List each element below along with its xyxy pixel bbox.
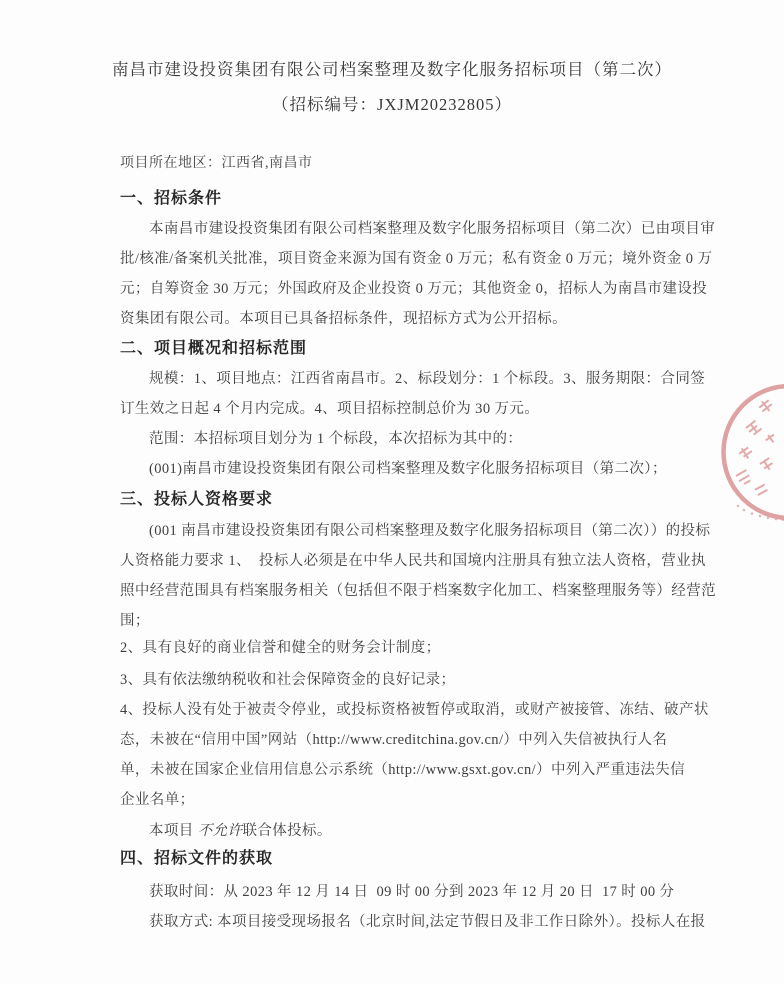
section-heading-1: 一、招标条件 [120,190,223,207]
paragraph-line: 范围：本招标项目划分为 1 个标段，本次招标为其中的： [149,431,523,447]
paragraph-line: 态，未被在“信用中国”网站（http://www.creditchina.gov.cn/）中列入失信被执行人名 [120,732,668,748]
project-location: 项目所在地区：江西省,南昌市 [120,156,313,171]
note-emphasis: 不允许 [197,823,243,839]
section-heading-2: 二、项目概况和招标范围 [120,340,308,357]
paragraph-line: 订生效之日起 4 个月内完成。4、项目招标控制总价为 30 万元。 [120,401,540,417]
note-suffix: 联合体投标。 [242,823,332,839]
paragraph-line: 元；自筹资金 30 万元；外国政府及企业投资 0 万元；其他资金 0，招标人为南昌市建设投 [120,281,708,297]
paragraph-line: 获取时间：从 2023 年 12 月 14 日 09 时 00 分到 2023 年 12 月 20 日 17 时 00 分 [149,884,675,900]
requirement-item-4 [120,695,709,815]
tender-number: （招标编号：JXJM20232805） [272,95,512,114]
lot-paragraph [120,454,676,484]
paragraph-line: (001 南昌市建设投资集团有限公司档案整理及数字化服务招标项目（第二次））的投标 [149,523,711,539]
section-heading-4: 四、招标文件的获取 [120,850,274,867]
scope-paragraph [120,424,676,454]
section-heading-3: 三、投标人资格要求 [120,491,274,508]
paragraph-line: 规模：1、项目地点：江西省南昌市。2、标段划分：1 个标段。3、服务期限：合同签 [149,371,706,387]
paragraph-line: 3、具有依法缴纳税收和社会保障资金的良好记录； [120,672,456,688]
paragraph-line: 2、具有良好的商业信誉和健全的财务会计制度； [120,640,441,656]
paragraph-line: 本南昌市建设投资集团有限公司档案整理及数字化服务招标项目（第二次）已由项目审 [149,221,716,237]
requirement-item-2 [120,633,676,663]
qualification-paragraph [120,516,716,636]
section-1-paragraph [120,214,716,334]
obtain-method-paragraph [120,907,706,937]
paragraph-line: 单，未被在国家企业信用信息公示系统（http://www.gsxt.gov.cn/）中列入严重违法失信 [120,762,686,778]
paragraph-line: 资集团有限公司。本项目已具备招标条件，现招标方式为公开招标。 [120,311,567,327]
paragraph-line: 4、投标人没有处于被责令停业，或投标资格被暂停或取消，或财产被接管、冻结、破产状 [120,702,709,718]
obtain-time-paragraph [120,877,676,907]
note-prefix: 本项目 [149,823,194,839]
paragraph-line: 围； [120,613,150,629]
red-seal-stamp-icon [702,376,784,544]
requirement-item-3 [120,665,676,695]
scale-paragraph [120,364,706,424]
consortium-note [120,816,676,846]
paragraph-line: 企业名单； [120,792,195,808]
paragraph-line: 批/核准/备案机关批准，项目资金来源为国有资金 0 万元；私有资金 0 万元；境外资金 0 万 [120,251,713,267]
paragraph-line [120,816,676,846]
paragraph-line: 照中经营范围具有档案服务相关（包括但不限于档案数字化加工、档案整理服务等）经营范 [120,583,716,599]
document-title: 南昌市建设投资集团有限公司档案整理及数字化服务招标项目（第二次） [112,60,672,79]
paragraph-line: 获取方式: 本项目接受现场报名（北京时间,法定节假日及非工作日除外）。投标人在报 [149,914,706,930]
paragraph-line: 人资格能力要求 1、 投标人必须是在中华人民共和国境内注册具有独立法人资格，营业执 [120,553,706,569]
paragraph-line: (001)南昌市建设投资集团有限公司档案整理及数字化服务招标项目（第二次）； [149,461,667,477]
